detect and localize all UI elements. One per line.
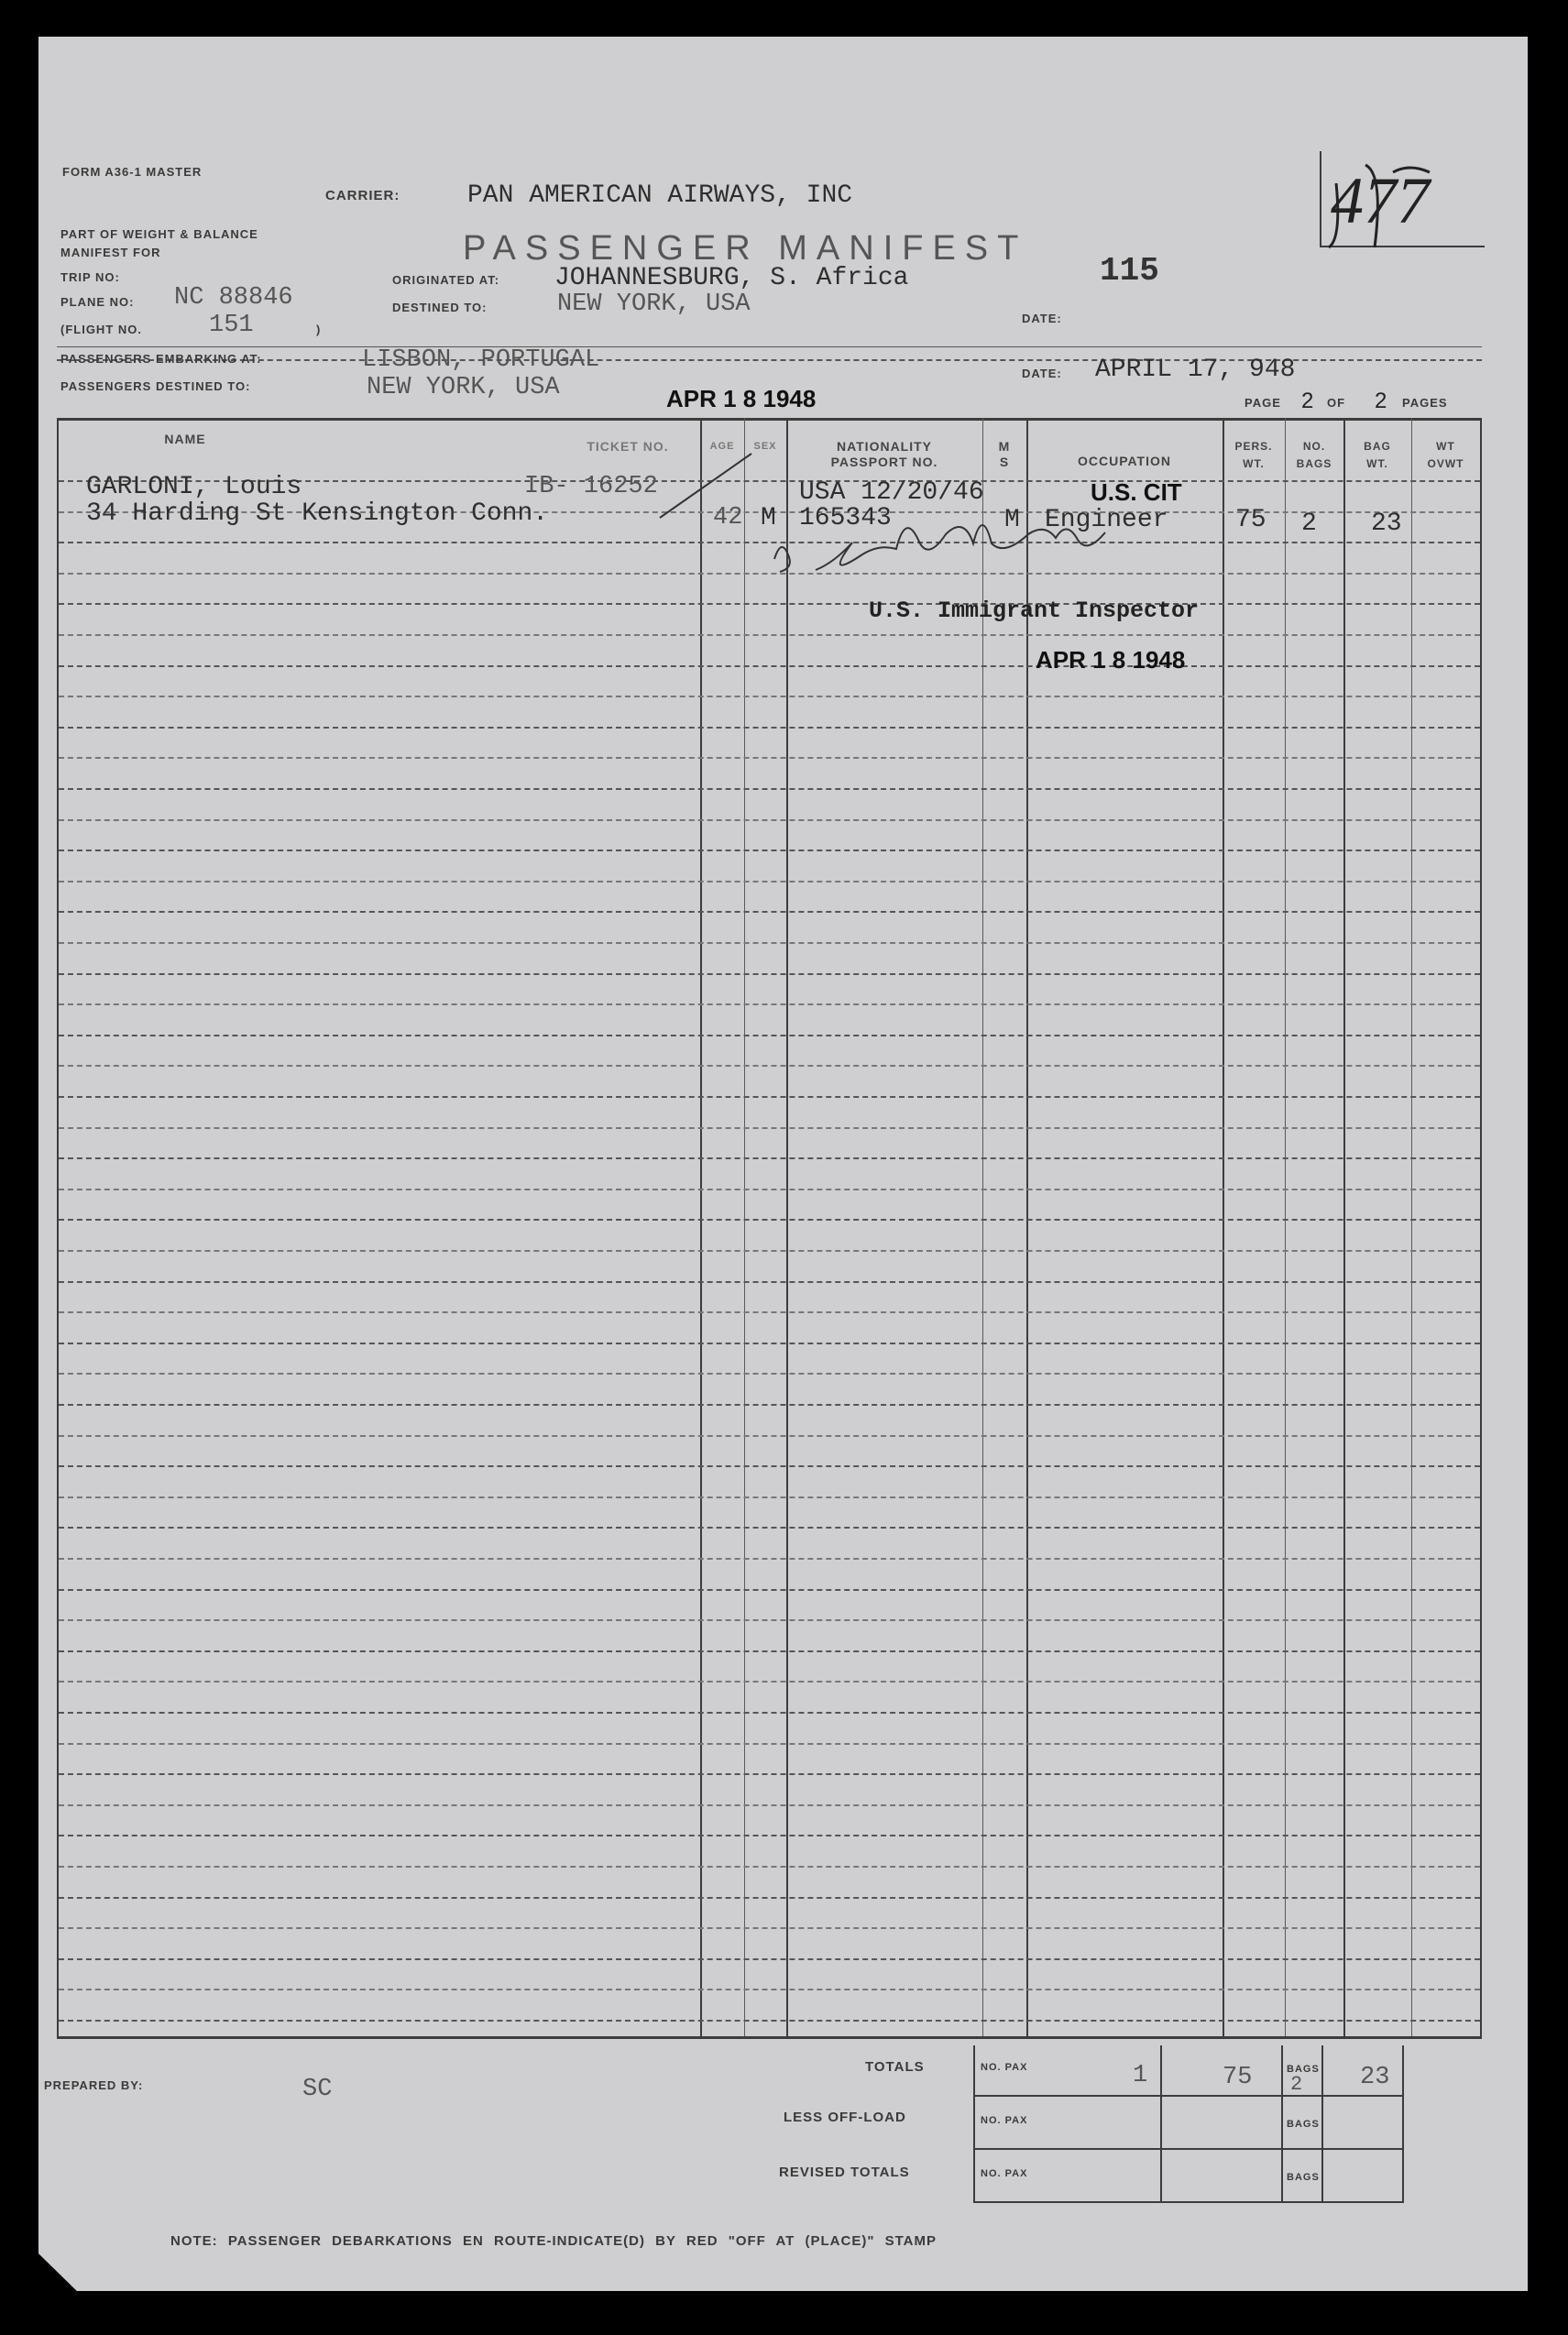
manifest-for-label: MANIFEST FOR [60, 246, 161, 259]
total-weight: 75 [1223, 2064, 1253, 2091]
header-bag-wt-1: BAG [1364, 440, 1391, 453]
flight-no-value: 151 [209, 312, 254, 339]
inspector-stamp: APR 1 8 1948 [1036, 646, 1186, 674]
revised-bags-label: BAGS [1287, 2172, 1320, 2183]
originated-value: JOHANNESBURG, S. Africa [554, 264, 909, 292]
passenger-ms: M [1004, 506, 1020, 534]
date2-value: APRIL 17, 948 [1095, 356, 1296, 384]
offload-no-pax-label: NO. PAX [981, 2115, 1028, 2126]
offload-bags-label: BAGS [1287, 2119, 1320, 2130]
header-pers-wt-1: PERS. [1234, 440, 1273, 453]
form-number: FORM A36-1 MASTER [62, 165, 203, 179]
trip-no-label: TRIP NO: [60, 270, 120, 284]
total-pax: 1 [1133, 2062, 1148, 2089]
date2-label: DATE: [1022, 367, 1062, 380]
passenger-age: 42 [713, 504, 743, 532]
manifest-number: 115 [1100, 252, 1159, 290]
header-age: AGE [709, 441, 735, 452]
plane-no-label: PLANE NO: [60, 295, 135, 309]
totals-label: TOTALS [865, 2059, 925, 2075]
header-sex: SEX [753, 441, 777, 452]
embarking-label: PASSENGERS EMBARKING AT: [60, 352, 262, 366]
originated-label: ORIGINATED AT: [392, 273, 500, 287]
date-label: DATE: [1022, 312, 1062, 325]
header-passport: PASSPORT NO. [830, 455, 938, 469]
total-bags: 2 [1290, 2073, 1303, 2096]
header-ticket: TICKET NO. [587, 439, 669, 454]
manifest-title: PASSENGER MANIFEST [463, 229, 1028, 268]
passenger-pers-wt: 75 [1235, 506, 1266, 534]
totals-box-bagwt [1321, 2045, 1323, 2203]
passenger-address: 34 Harding St Kensington Conn. [86, 499, 549, 528]
page-label: PAGE [1245, 396, 1281, 410]
header-pers-wt-2: WT. [1243, 457, 1265, 470]
passenger-bag-wt: 23 [1371, 510, 1402, 538]
header-bags-1: NO. [1302, 440, 1326, 453]
destined-value: NEW YORK, USA [557, 291, 751, 318]
totals-box-bags [1281, 2045, 1283, 2203]
header-bags-2: BAGS [1296, 457, 1332, 470]
revised-no-pax-label: NO. PAX [981, 2168, 1028, 2179]
flight-no-label: (FLIGHT NO. [60, 323, 142, 336]
header-nationality: NATIONALITY [836, 439, 933, 454]
totals-no-pax-label: NO. PAX [981, 2062, 1028, 2073]
embarking-value: LISBON, PORTUGAL [362, 346, 600, 374]
total-bag-weight: 23 [1360, 2064, 1390, 2091]
ticket-slash-mark [660, 454, 751, 518]
stamp-number: 477 [1331, 164, 1430, 237]
header-ovwt-2: OVWT [1427, 457, 1464, 470]
header-bag-wt-2: WT. [1366, 457, 1388, 470]
totals-bags-label: BAGS [1287, 2064, 1320, 2075]
citizen-stamp: U.S. CIT [1091, 478, 1182, 506]
arrival-stamp: APR 1 8 1948 [666, 385, 817, 412]
destined-to-value: NEW YORK, USA [367, 374, 560, 401]
passenger-passport: 165343 [799, 504, 892, 532]
inspector-title: U.S. Immigrant Inspector [869, 597, 1200, 624]
carrier-name: PAN AMERICAN AIRWAYS, INC [467, 181, 853, 210]
flight-no-close: ) [316, 323, 322, 336]
stamp-scribble [1329, 165, 1430, 247]
of-label: OF [1327, 396, 1346, 410]
off-load-label: LESS OFF-LOAD [784, 2110, 906, 2125]
revised-label: REVISED TOTALS [779, 2165, 910, 2180]
part-of-label: PART OF WEIGHT & BALANCE [60, 227, 258, 241]
prepared-by-value: SC [302, 2076, 333, 2103]
pages-label: PAGES [1402, 396, 1448, 410]
page-number: 2 [1301, 389, 1314, 413]
totals-box-mid [1160, 2045, 1162, 2203]
passenger-nationality: USA 12/20/46 [799, 478, 984, 507]
totals-box-left [973, 2045, 975, 2203]
passenger-name: GARLONI, Louis [86, 473, 302, 501]
passenger-occupation: Engineer [1045, 506, 1168, 534]
destined-label: DESTINED TO: [392, 301, 488, 314]
totals-row-rule-2 [973, 2148, 1404, 2150]
header-ovwt-1: WT [1436, 440, 1455, 453]
totals-row-rule-1 [973, 2095, 1404, 2097]
plane-no-value: NC 88846 [174, 284, 293, 312]
passenger-sex: M [761, 504, 776, 532]
header-occupation: OCCUPATION [1077, 454, 1172, 468]
header-ms-2: S [999, 455, 1010, 469]
prepared-label: PREPARED BY: [44, 2078, 144, 2092]
header-name: NAME [164, 432, 206, 446]
totals-box-right [1402, 2045, 1404, 2203]
passenger-bags: 2 [1301, 510, 1317, 538]
page-total: 2 [1375, 389, 1387, 413]
footer-note: NOTE: PASSENGER DEBARKATIONS EN ROUTE-INDICATE(D) BY RED "OFF AT (PLACE)" STAMP [170, 2233, 938, 2249]
carrier-label: CARRIER: [325, 188, 400, 203]
totals-row-rule-3 [973, 2201, 1404, 2203]
destined-to-label: PASSENGERS DESTINED TO: [60, 379, 251, 393]
header-ms-1: M [998, 439, 1011, 454]
inspector-signature [774, 525, 1105, 572]
passenger-ticket: IB- 16252 [524, 473, 658, 500]
